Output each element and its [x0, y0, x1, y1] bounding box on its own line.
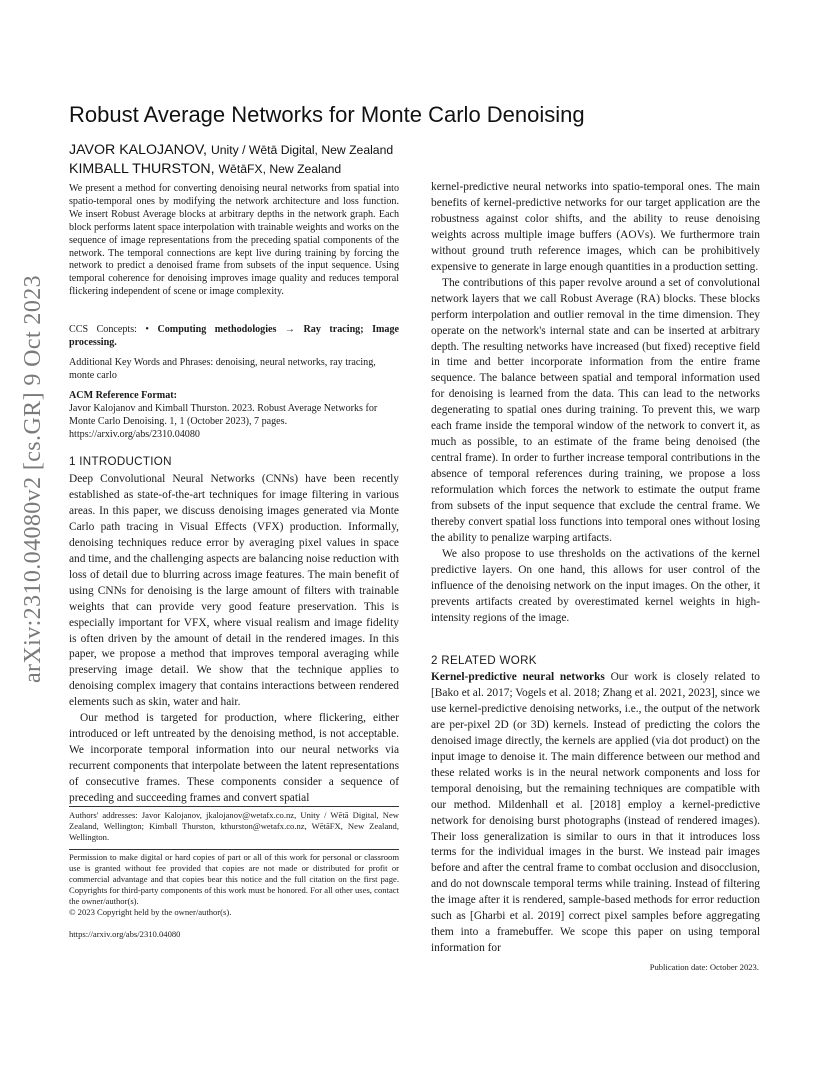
ccs-label: CCS Concepts: •	[69, 324, 149, 335]
publication-date: Publication date: October 2023.	[649, 962, 759, 972]
arxiv-sidebar: arXiv:2310.04080v2 [cs.GR] 9 Oct 2023	[20, 274, 46, 684]
section-related-work-heading: 2 RELATED WORK	[431, 654, 537, 667]
acm-reference-heading: ACM Reference Format:	[69, 390, 177, 401]
intro-paragraph-1: Deep Convolutional Neural Networks (CNNs) have been recently established as state-of-the-art techniques for image filtering in various areas. In this paper, we discuss denoising images generated via Monte Carlo path tracing in Visual Effects (VFX) production. Informally, denoising techniques reduce error by averaging pixel values in space and time, and the challenging aspects are balancing noise reduction with loss of detail due to blurring across image features. The main benefit of using CNNs for denoising is the large amount of filters with trainable weights that can provide very good feature preservation. This is especially important for VFX, where visual realism and image fidelity is often driven by the amount of detail in the rendered images. In this paper, we propose a method that improves temporal averaging while preserving image detail. We show that the technique applies to denoising complex imagery that contains interactions between rendered elements such as skin, water and hair.	[69, 473, 399, 709]
footnote-rule	[69, 806, 399, 807]
keywords: Additional Key Words and Phrases: denoising, neural networks, ray tracing, monte carlo	[69, 357, 376, 381]
abstract: We present a method for converting denoising neural networks from spatial into spatio-temporal ones by modifying the network architecture and loss function. We insert Robust Average blocks at arbitrary depths in the network graph. Each block performs latent space interpolation with trainable weights and works on the sequence of image representations from the preceding spatial components of the network. The temporal connections are kept live during training by forcing the network to predict a denoised frame from subsets of the input sequence. Using temporal coherence for denoising improves image quality and reduces temporal flickering independent of scene or image complexity.	[69, 183, 399, 298]
paper-title: Robust Average Networks for Monte Carlo Denoising	[69, 102, 585, 127]
right-paragraph-3: We also propose to use thresholds on the activations of the kernel predictive layers. On one hand, this allows for user control of the influence of the denoising network on the input images. On the other, it prevents artifacts created by overestimated kernel weights in high-intensity regions of the image.	[431, 547, 760, 624]
ccs-concept: Computing methodologies → Ray tracing; Image processing.	[69, 324, 399, 348]
author-2	[69, 160, 341, 178]
copyright-notice: © 2023 Copyright held by the owner/author(s).	[69, 907, 232, 917]
author-1-affiliation: Unity / Wētā Digital, New Zealand	[210, 143, 394, 157]
right-column-text	[431, 180, 760, 627]
arxiv-url: https://arxiv.org/abs/2310.04080	[69, 929, 181, 939]
author-2-affiliation: WētāFX, New Zealand	[218, 162, 342, 176]
author-2-name: KIMBALL THURSTON,	[69, 161, 215, 177]
acm-reference-text: Javor Kalojanov and Kimball Thurston. 2023. Robust Average Networks for Monte Carlo Denoising. 1, 1 (October 2023), 7 pages. https://arxiv.org/abs/2310.04080	[69, 402, 378, 440]
ccs-concepts	[69, 324, 399, 350]
right-paragraph-1: kernel-predictive neural networks into spatio-temporal ones. The main benefits of kernel-predictive networks for our target application are the robustness against color shifts, and the ability to reuse denoising weights across multiple image buffers (AOVs). We furthermore train without ground truth reference images, which can be prohibitively expensive to generate in large enough quantities in a production setting.	[431, 181, 760, 273]
author-addresses-footnote: Authors' addresses: Javor Kalojanov, jkalojanov@wetafx.co.nz, Unity / Wētā Digital, New Zealand, Wellington; Kimball Thurston, kthurston@wetafx.co.nz, WētāFX, New Zealand, Wellington.	[69, 810, 399, 842]
author-1	[69, 141, 393, 159]
author-1-name: JAVOR KALOJANOV,	[69, 142, 207, 158]
permission-rule	[69, 849, 399, 850]
related-work-bold-lead: Kernel-predictive neural networks	[431, 671, 605, 683]
related-work-body: Our work is closely related to [Bako et al. 2017; Vogels et al. 2018; Zhang et al. 2021, 2023], since we use kernel-predictive denoising networks, i.e., the output of the network are per-pixel 2D (or 3D) kernels. Instead of predicting the colors the denoised image directly, the kernels are applied (via dot product) on the input image to denoise it. The main difference between our method and these related works is in the neural network components and loss for temporal denoising, but the remaining techniques are compatible with our method. Mildenhall et al. [2018] employ a kernel-predictive network for denoising burst photographs (instead of rendered images). Their loss generalization is similar to ours in that it introduces loss terms for the individual images in the burst. We instead pair images before and after the central frame to combat occlusion and disocclusion, and do not downscale temporal terms while training. Instead of filtering the image after it is rendered, sample-based methods for error reduction such as [Gharbi et al. 2019] correct pixel samples before aggregating them into a framebuffer. We scope this paper on using temporal information for	[431, 671, 760, 955]
intro-paragraph-2: Our method is targeted for production, where flickering, either introduced or left untreated by the denoising method, is not acceptable. We incorporate temporal information into our neural networks via recurrent components that interpolate between the latent representations of consecutive frames. These components consider a sequence of preceding and succeeding frames and convert spatial	[69, 712, 399, 805]
acm-reference	[69, 390, 399, 442]
introduction-text	[69, 472, 399, 807]
related-work-text	[431, 670, 760, 957]
right-paragraph-2: The contributions of this paper revolve around a set of convolutional network layers that we call Robust Average (RA) blocks. These blocks perform interpolation and outlier removal in the time dimension. They operate on the network's internal state and can be inserted at arbitrary depth. The resulting networks have increased (but fixed) receptive field in time and better incorporate information from the entire frame sequence. The balance between spatial and temporal information used for denoising is learned from the data. This can lead to the networks degenerating to spatial ones during training. To prevent this, we warp each frame inside the temporal window of the network to convert it, as much as possible, to an estimate of the frame being denoised (the central frame). In order to further increase temporal contributions in the absence of temporal references during training, we propose a loss reformulation which forces the network to estimate the output frame from subsets of the input sequence that exclude the central frame. We thereby convert spatial loss functions into temporal ones without losing the ability to penalize warping artifacts.	[431, 276, 760, 544]
section-introduction-heading: 1 INTRODUCTION	[69, 455, 172, 468]
permission-notice: Permission to make digital or hard copies of part or all of this work for personal or classroom use is granted without fee provided that copies are not made or distributed for profit or commercial advantage and that copies bear this notice and the full citation on the first page. Copyrights for third-party components of this work must be honored. For all other uses, contact the owner/author(s).	[69, 852, 399, 906]
